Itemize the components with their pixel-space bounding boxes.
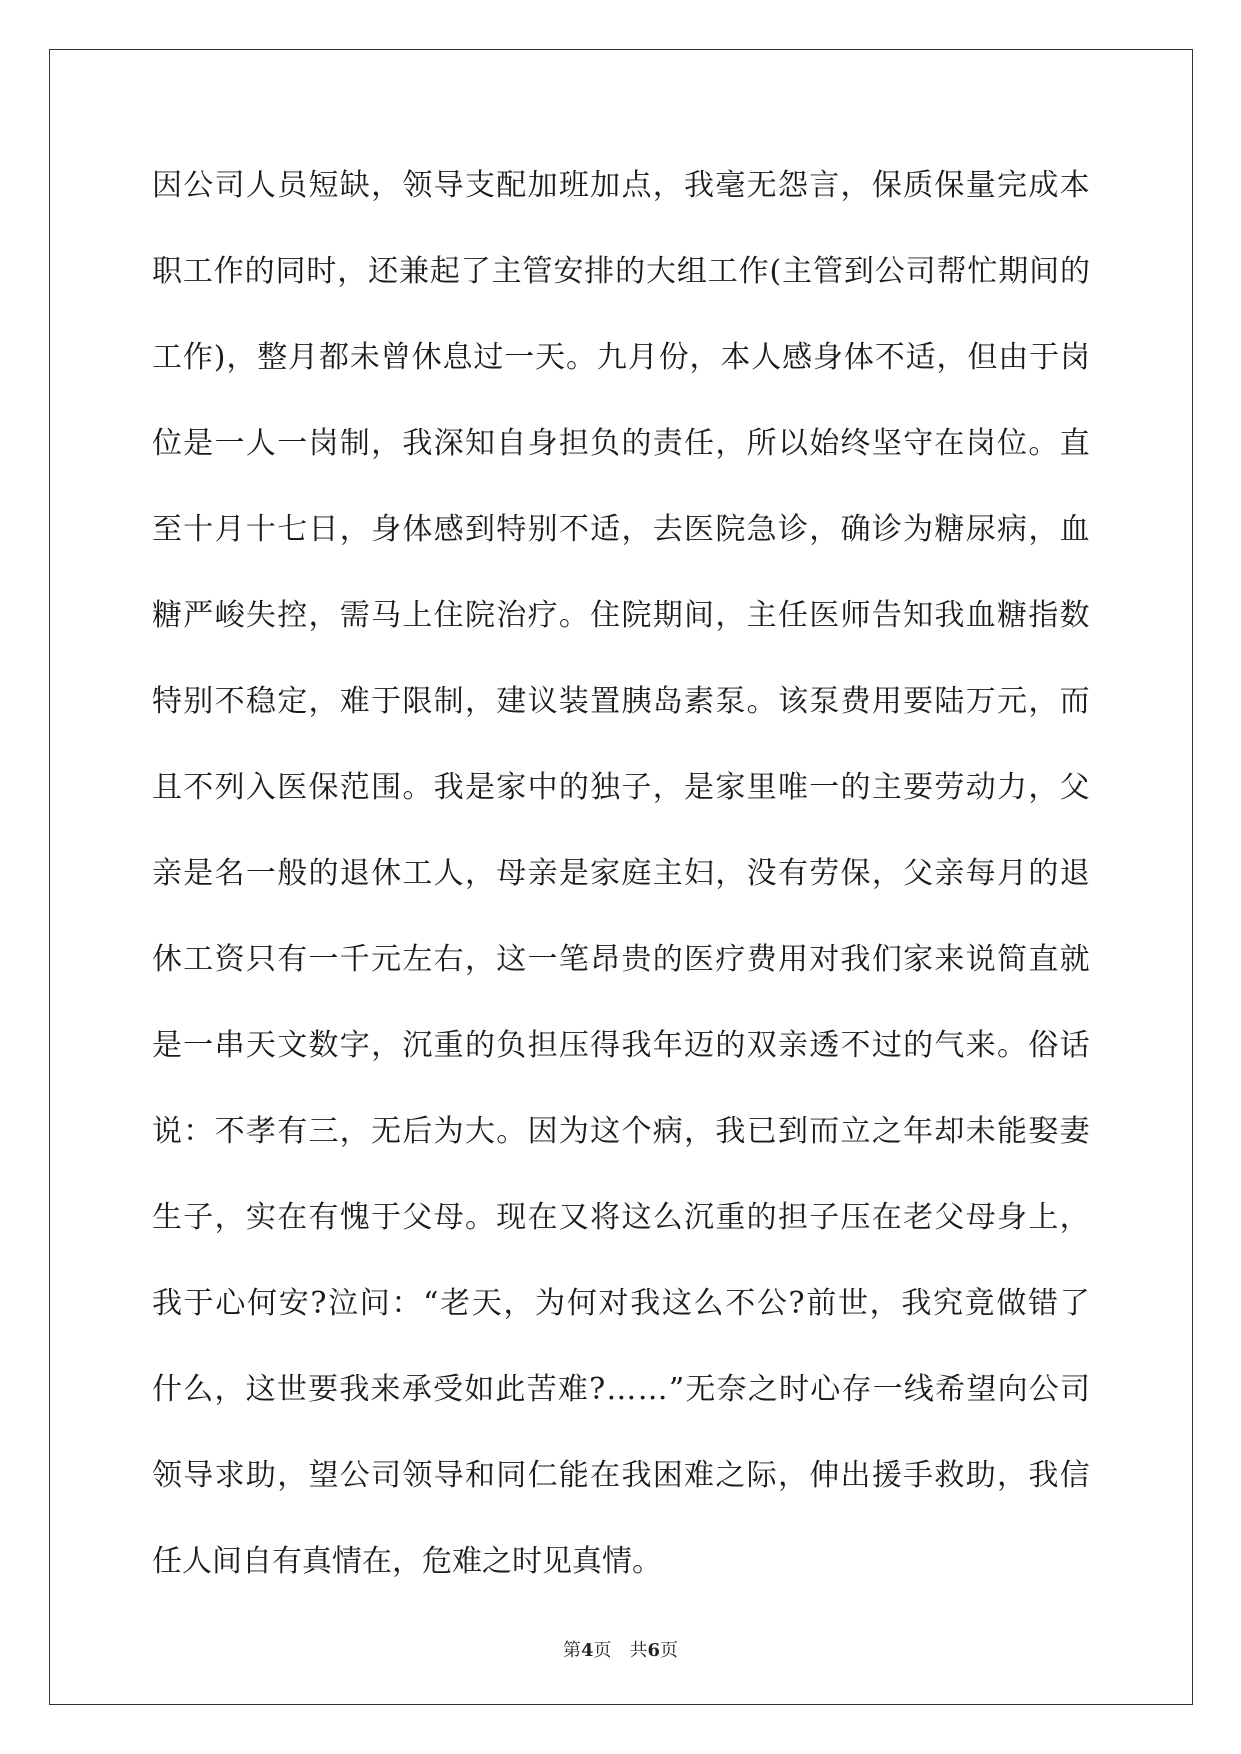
current-page-number: 4 <box>580 1640 594 1661</box>
footer-total-prefix: 共 <box>629 1640 648 1661</box>
total-page-number: 6 <box>647 1640 661 1661</box>
text-line: 工 作 ) ， 整 月 都 未 曾 休 息 过 一 天 。 九 月 份 ， 本 人 感 身 体 不 适 ， 但 由 于 岗 <box>152 340 1090 375</box>
text-line: 是 一 串 天 文 数 字 ， 沉 重 的 负 担 压 得 我 年 迈 的 双 亲 透 不 过 的 气 来 。 俗 话 <box>152 1028 1090 1063</box>
text-line: 生 子 ， 实 在 有 愧 于 父 母 。 现 在 又 将 这 么 沉 重 的 担 子 压 在 老 父 母 身 上 ， <box>152 1200 1090 1235</box>
footer-prefix: 第 <box>562 1640 581 1661</box>
text-line: 说 ： 不 孝 有 三 ， 无 后 为 大 。 因 为 这 个 病 ， 我 已 到 而 立 之 年 却 未 能 娶 妻 <box>152 1114 1090 1149</box>
text-line: 位 是 一 人 一 岗 制 ， 我 深 知 自 身 担 负 的 责 任 ， 所 以 始 终 坚 守 在 岗 位 。 直 <box>152 426 1090 461</box>
text-line: 糖 严 峻 失 控 ， 需 马 上 住 院 治 疗 。 住 院 期 间 ， 主 任 医 师 告 知 我 血 糖 指 数 <box>152 598 1090 633</box>
text-line: 任人间自有真情在，危难之时见真情。 <box>152 1544 662 1579</box>
text-line: 我 于 心 何 安 ? 泣 问 ： “ 老 天 ， 为 何 对 我 这 么 不 公 ? 前 世 ， 我 究 竟 做 错 了 <box>152 1286 1090 1321</box>
text-line: 亲 是 名 一 般 的 退 休 工 人 ， 母 亲 是 家 庭 主 妇 ， 没 有 劳 保 ， 父 亲 每 月 的 退 <box>152 856 1090 891</box>
footer-page-suffix: 页 <box>593 1640 612 1661</box>
text-line: 领 导 求 助 ， 望 公 司 领 导 和 同 仁 能 在 我 困 难 之 际 ， 伸 出 援 手 救 助 ， 我 信 <box>152 1458 1090 1493</box>
text-line: 至 十 月 十 七 日 ， 身 体 感 到 特 别 不 适 ， 去 医 院 急 诊 ， 确 诊 为 糖 尿 病 ， 血 <box>152 512 1090 547</box>
page-footer <box>0 1636 1241 1662</box>
text-line: 职 工 作 的 同 时 ， 还 兼 起 了 主 管 安 排 的 大 组 工 作 ( 主 管 到 公 司 帮 忙 期 间 的 <box>152 254 1090 289</box>
text-line: 休 工 资 只 有 一 千 元 左 右 ， 这 一 笔 昂 贵 的 医 疗 费 用 对 我 们 家 来 说 简 直 就 <box>152 942 1090 977</box>
body-text <box>152 158 1090 1620</box>
text-line: 因 公 司 人 员 短 缺 ， 领 导 支 配 加 班 加 点 ， 我 毫 无 怨 言 ， 保 质 保 量 完 成 本 <box>152 168 1090 203</box>
footer-total-suffix: 页 <box>660 1640 679 1661</box>
text-line: 特 别 不 稳 定 ， 难 于 限 制 ， 建 议 装 置 胰 岛 素 泵 。 该 泵 费 用 要 陆 万 元 ， 而 <box>152 684 1090 719</box>
text-line: 且 不 列 入 医 保 范 围 。 我 是 家 中 的 独 子 ， 是 家 里 唯 一 的 主 要 劳 动 力 ， 父 <box>152 770 1090 805</box>
text-line: 什 么 ， 这 世 要 我 来 承 受 如 此 苦 难 ? … … ” 无 奈 之 时 心 存 一 线 希 望 向 公 司 <box>152 1372 1090 1407</box>
